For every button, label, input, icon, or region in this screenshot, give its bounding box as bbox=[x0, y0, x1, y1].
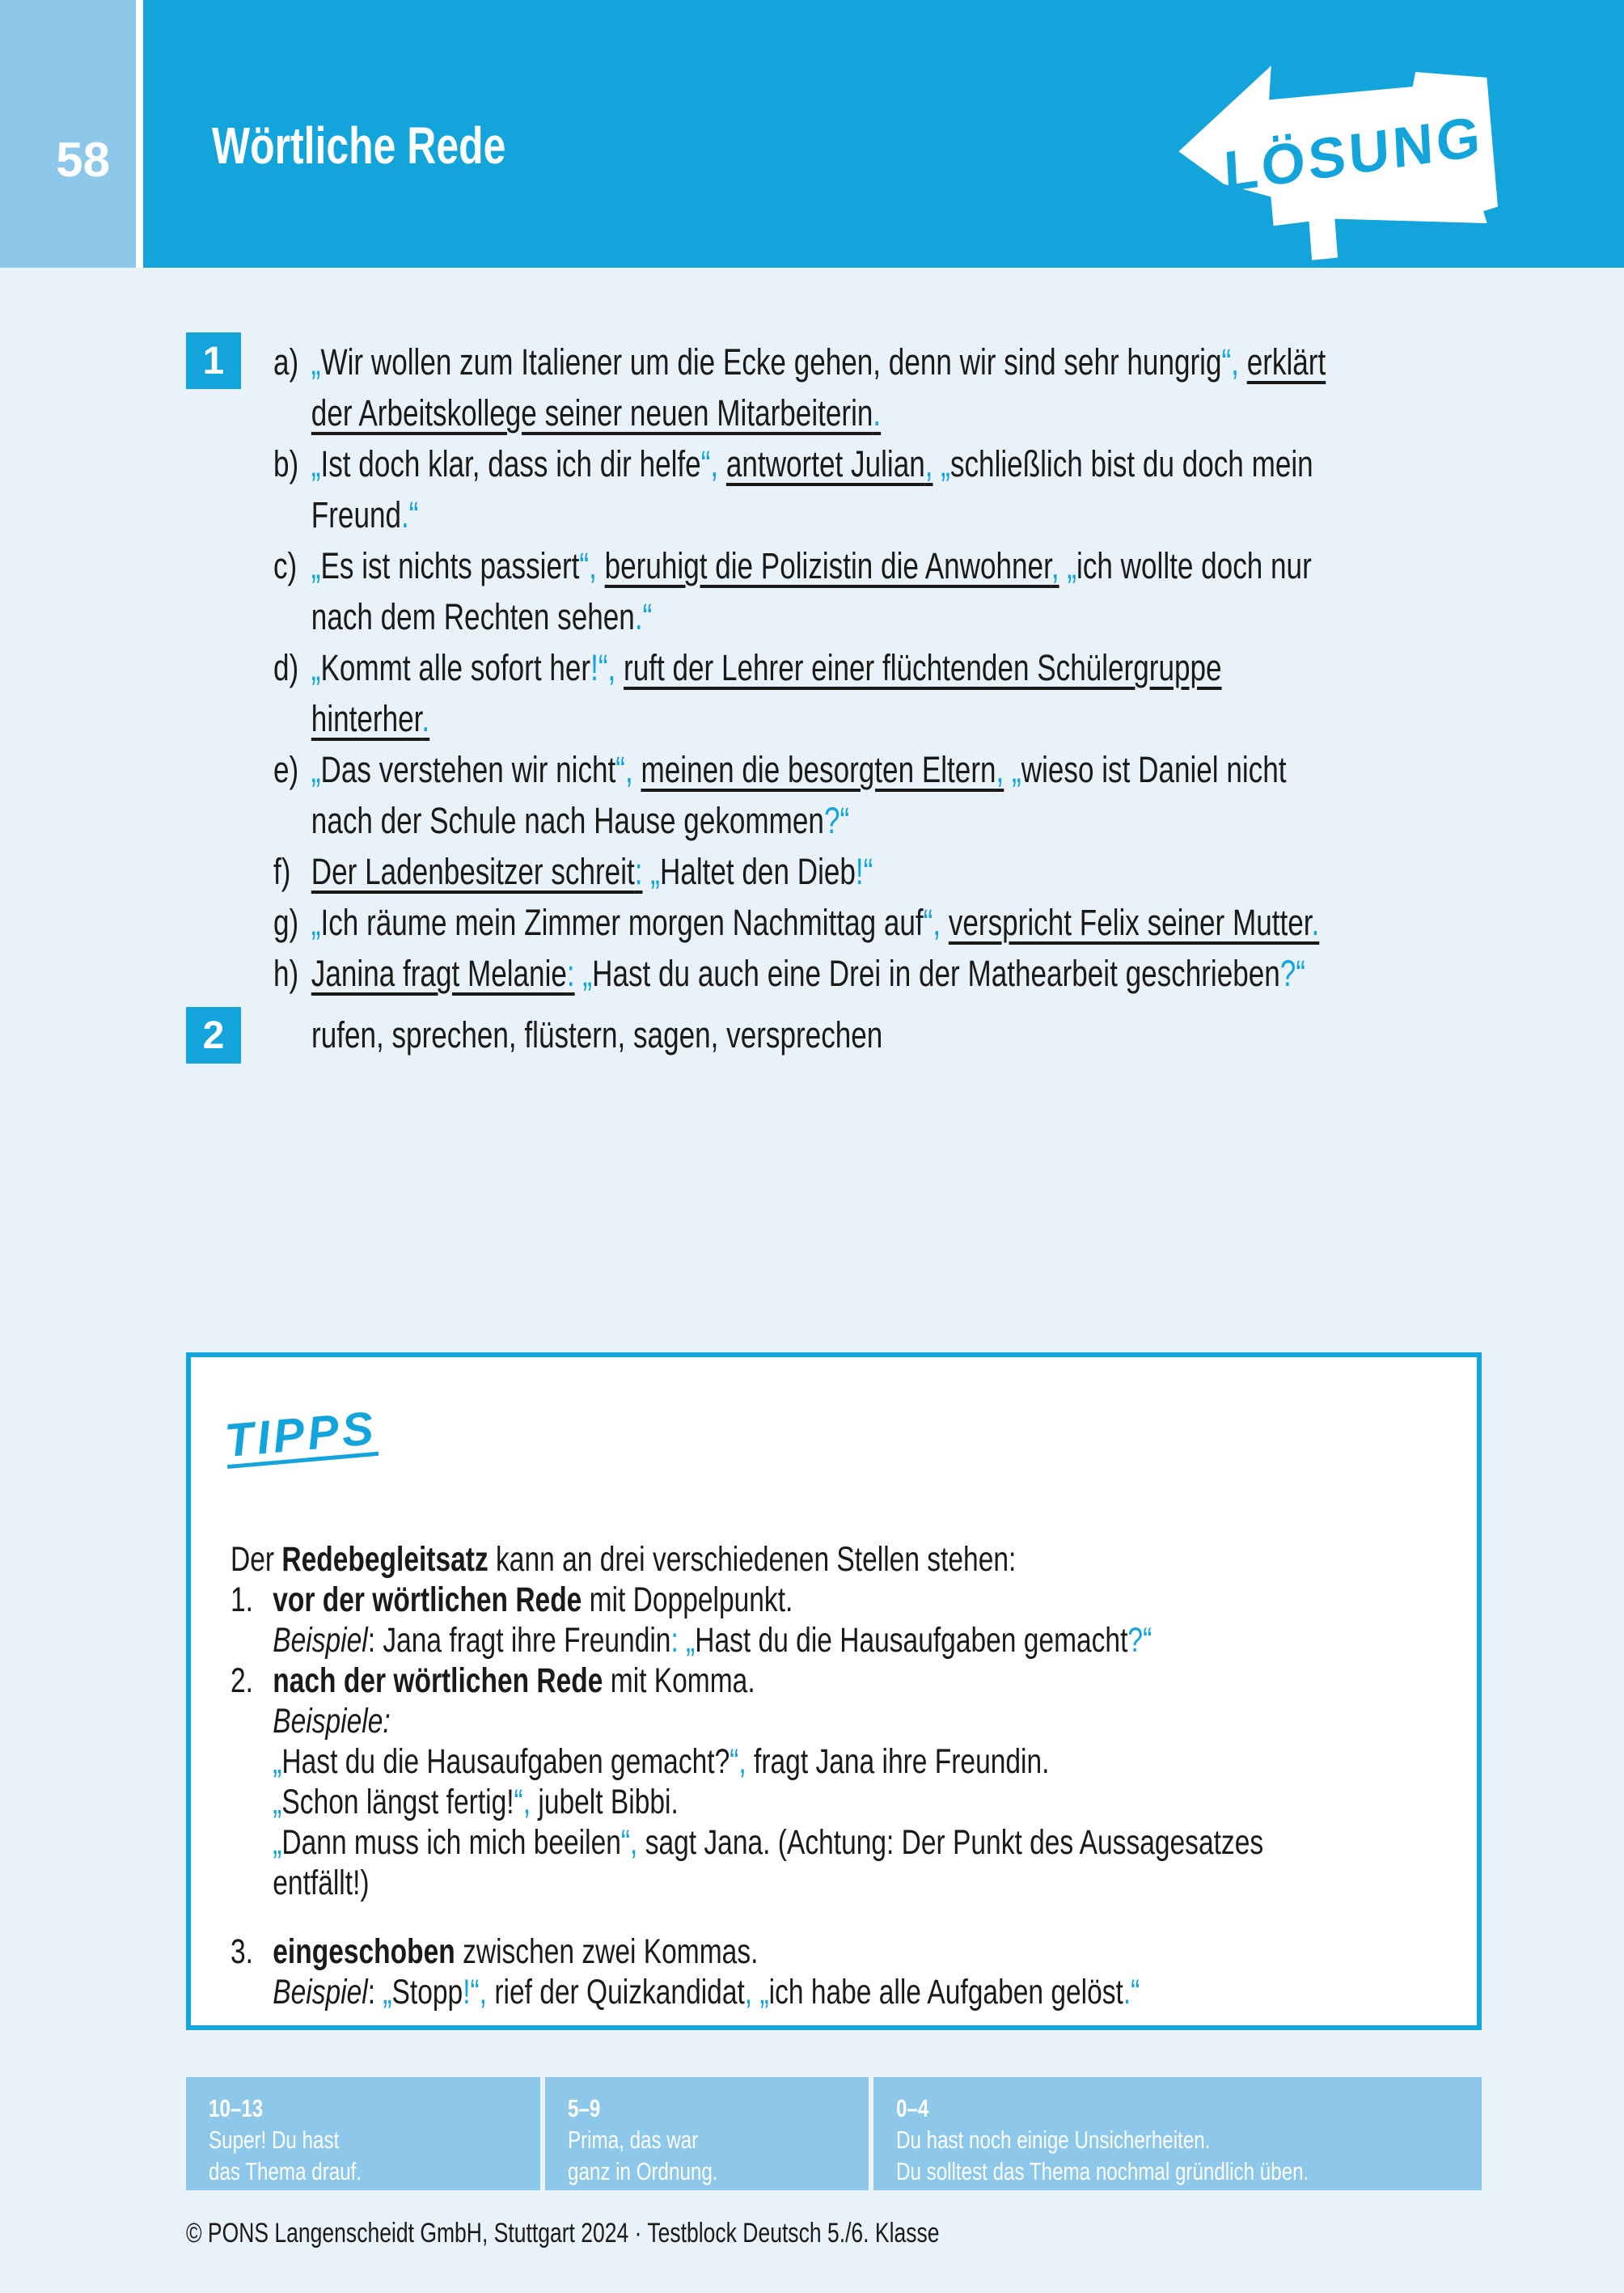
copyright-line: © PONS Langenscheidt GmbH, Stuttgart 2024 · Testblock Deutsch 5./6. Klasse bbox=[186, 2218, 940, 2249]
item-line: hinterher. bbox=[311, 698, 430, 739]
tips-line: eingeschoben zwischen zwei Kommas. bbox=[273, 1932, 759, 1971]
item-line: „Ich räume mein Zimmer morgen Nachmittag auf“, verspricht Felix seiner Mutter. bbox=[311, 902, 1320, 943]
page-number: 58 bbox=[56, 133, 110, 187]
item-label: h) bbox=[273, 953, 299, 994]
exercise-2-answer: rufen, sprechen, flüstern, sagen, versprechen bbox=[311, 1014, 883, 1056]
item-line: nach der Schule nach Hause gekommen?“ bbox=[311, 800, 850, 841]
score-bands bbox=[186, 2077, 1482, 2190]
tips-line: „Schon längst fertig!“, jubelt Bibbi. bbox=[273, 1783, 679, 1821]
exercise-1-item-f bbox=[273, 846, 1459, 897]
exercise-2 bbox=[186, 1007, 1512, 1064]
exercise-1 bbox=[186, 326, 1512, 999]
tips-item-number: 3. bbox=[230, 1932, 253, 1971]
exercise-1-item-a bbox=[273, 336, 1459, 438]
item-text bbox=[311, 846, 873, 897]
score-range: 0–4 bbox=[896, 2094, 929, 2122]
tips-line: „Dann muss ich mich beeilen“, sagt Jana. (Achtung: Der Punkt des Aussagesatzes bbox=[273, 1823, 1264, 1862]
tips-content bbox=[230, 1539, 1477, 2012]
item-text bbox=[311, 438, 1313, 540]
item-line: nach dem Rechten sehen.“ bbox=[311, 596, 653, 637]
tips-line: Beispiele: bbox=[273, 1702, 391, 1741]
item-text bbox=[311, 948, 1305, 999]
exercise-1-item-d bbox=[273, 642, 1459, 744]
item-line: „Das verstehen wir nicht“, meinen die besorgten Eltern, „wieso ist Daniel nicht bbox=[311, 749, 1287, 790]
score-text: Du solltest das Thema nochmal gründlich üben. bbox=[896, 2157, 1309, 2185]
item-text bbox=[311, 540, 1312, 642]
item-label: c) bbox=[273, 545, 298, 586]
tips-line: „Hast du die Hausaufgaben gemacht?“, fragt Jana ihre Freundin. bbox=[273, 1742, 1050, 1781]
tips-item-text bbox=[273, 1661, 1263, 1903]
exercise-1-item-h bbox=[273, 948, 1459, 999]
exercise-1-item-g bbox=[273, 897, 1459, 948]
exercise-2-number-badge: 2 bbox=[186, 1007, 241, 1064]
score-band-low bbox=[873, 2077, 1482, 2190]
item-text bbox=[311, 642, 1222, 744]
item-line: „Wir wollen zum Italiener um die Ecke gehen, denn wir sind sehr hungrig“, erklärt bbox=[311, 341, 1326, 383]
item-label: g) bbox=[273, 902, 299, 943]
item-line: Der Ladenbesitzer schreit: „Haltet den Dieb!“ bbox=[311, 851, 873, 892]
tips-item-3 bbox=[230, 1931, 1477, 2012]
item-line: Freund.“ bbox=[311, 494, 419, 535]
score-text: Du hast noch einige Unsicherheiten. bbox=[896, 2126, 1211, 2154]
tips-line: Beispiel: Jana fragt ihre Freundin: „Hast du die Hausaufgaben gemacht?“ bbox=[273, 1621, 1152, 1660]
item-label: b) bbox=[273, 443, 299, 484]
score-text: Super! Du hast bbox=[209, 2126, 340, 2154]
tips-line: vor der wörtlichen Rede mit Doppelpunkt. bbox=[273, 1580, 793, 1619]
tips-heading: TIPPS bbox=[222, 1401, 379, 1468]
item-line: „Es ist nichts passiert“, beruhigt die Polizistin die Anwohner, „ich wollte doch nur bbox=[311, 545, 1312, 586]
item-label: d) bbox=[273, 647, 299, 688]
tips-line: nach der wörtlichen Rede mit Komma. bbox=[273, 1661, 755, 1700]
item-text bbox=[311, 744, 1287, 846]
page-number-strip bbox=[0, 0, 136, 268]
item-line: „Kommt alle sofort her!“, ruft der Lehrer einer flüchtenden Schülergruppe bbox=[311, 647, 1222, 688]
score-band-mid bbox=[545, 2077, 869, 2190]
item-label: e) bbox=[273, 749, 299, 790]
tips-line: Beispiel: „Stopp!“, rief der Quizkandidat, „ich habe alle Aufgaben gelöst.“ bbox=[273, 1973, 1140, 2012]
exercise-1-item-c bbox=[273, 540, 1459, 642]
tips-item-1 bbox=[230, 1580, 1477, 1661]
exercise-1-number-badge: 1 bbox=[186, 332, 241, 389]
score-range: 5–9 bbox=[568, 2094, 601, 2122]
score-range: 10–13 bbox=[209, 2094, 264, 2122]
score-text: das Thema drauf. bbox=[209, 2157, 362, 2185]
item-text bbox=[311, 897, 1319, 948]
tips-item-2 bbox=[230, 1661, 1477, 1903]
score-text: ganz in Ordnung. bbox=[568, 2157, 718, 2185]
item-label: a) bbox=[273, 341, 299, 383]
item-line: der Arbeitskollege seiner neuen Mitarbeiterin. bbox=[311, 392, 882, 434]
tips-box bbox=[186, 1352, 1482, 2030]
tips-item-number: 2. bbox=[230, 1661, 253, 1700]
page-title: Wörtliche Rede bbox=[212, 116, 506, 175]
item-label: f) bbox=[273, 851, 291, 892]
score-band-high bbox=[186, 2077, 540, 2190]
exercise-1-items bbox=[273, 326, 1459, 999]
tips-item-text bbox=[273, 1931, 1140, 2012]
item-text bbox=[311, 336, 1326, 438]
item-line: „Ist doch klar, dass ich dir helfe“, antwortet Julian, „schließlich bist du doch mein bbox=[311, 443, 1313, 484]
header-divider bbox=[136, 0, 143, 268]
loesung-stamp-label: LÖSUNG bbox=[1222, 104, 1485, 204]
score-text: Prima, das war bbox=[568, 2126, 699, 2154]
tips-intro: Der Redebegleitsatz kann an drei verschiedenen Stellen stehen: bbox=[230, 1540, 1017, 1579]
tips-item-text bbox=[273, 1580, 1152, 1661]
exercise-1-item-b bbox=[273, 438, 1459, 540]
tips-line: entfällt!) bbox=[273, 1864, 370, 1902]
page-footer bbox=[186, 2216, 1561, 2250]
exercise-1-item-e bbox=[273, 744, 1459, 846]
item-line: Janina fragt Melanie: „Hast du auch eine Drei in der Mathearbeit geschrieben?“ bbox=[311, 953, 1306, 994]
tips-item-number: 1. bbox=[230, 1580, 253, 1619]
